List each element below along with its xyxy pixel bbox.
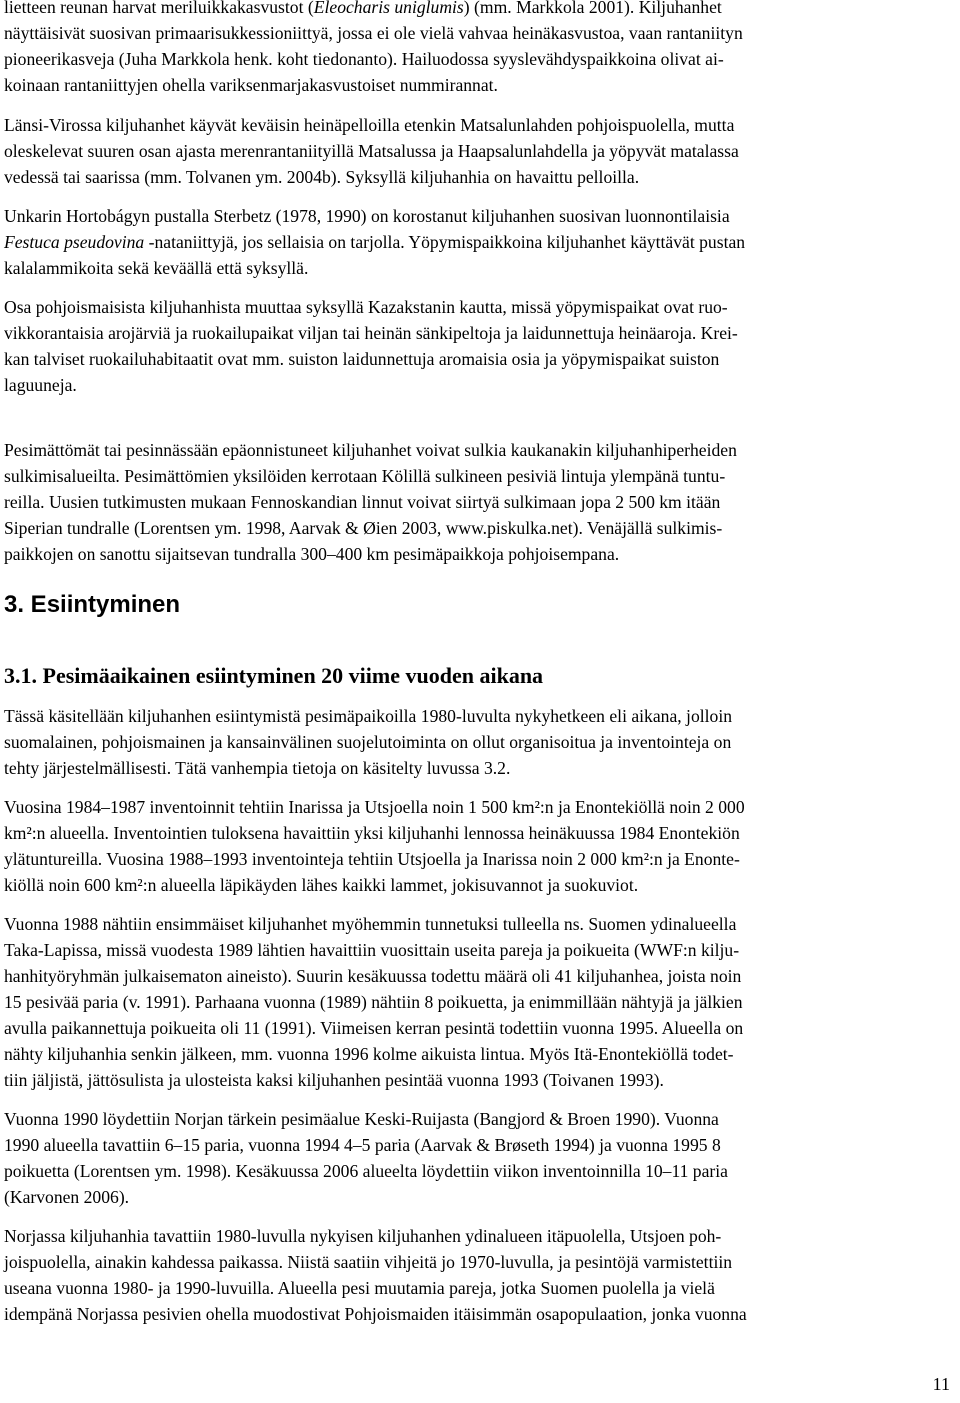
text-line: Tässä käsitellään kiljuhanhen esiintymistä pesimäpaikoilla 1980-luvulta nykyhetkeen eli aikana, jolloin [4, 706, 733, 726]
text-line: Vuosina 1984–1987 inventoinnit tehtiin Inarissa ja Utsjoella noin 1 500 km²:n ja Enontekiöllä noin 2 000 [4, 797, 745, 817]
text-line: sulkimisalueilta. Pesimättömien yksilöiden kerrotaan Kölillä sulkineen pesiviä lintuja ylempänä tuntu- [4, 466, 726, 486]
species-name: Festuca pseudovina [4, 232, 145, 252]
text-line: kan talviset ruokailuhabitaatit ovat mm. suiston laidunnettuja aromaisia osia ja yöpymispaikat suiston [4, 349, 720, 369]
paragraph-1988-sightings [4, 911, 743, 1093]
species-name: Eleocharis uniglumis [313, 0, 464, 17]
paragraph-habitat-intro [4, 0, 743, 98]
text-line: hanhityöryhmän julkaisematon aineisto). Suurin kesäkuussa todettu määrä oli 41 kiljuhanhea, joista noin [4, 966, 742, 986]
document-page [4, 0, 956, 1403]
text-line: pioneerikasveja (Juha Markkola henk. koht tiedonanto). Hailuodossa syyslevähdyspaikkoina olivat ai- [4, 49, 724, 69]
text-line [4, 0, 743, 20]
paragraph-norway-1990 [4, 1106, 728, 1210]
text-line: paikkojen on sanottu sijaitsevan tundralla 300–400 km pesimäpaikkoja pohjoisempana. [4, 544, 620, 564]
text-line: Siperian tundralle (Lorentsen ym. 1998, Aarvak & Øien 2003, www.piskulka.net). Venäjällä sulkimis- [4, 518, 723, 538]
text-line: 15 pesivää paria (v. 1991). Parhaana vuonna (1989) nähtiin 8 poikuetta, ja enimmillään nähtyjä ja jälkien [4, 992, 743, 1012]
text-line: 1990 alueella tavattiin 6–15 paria, vuonna 1994 4–5 paria (Aarvak & Brøseth 1994) ja vuonna 1995 8 [4, 1135, 721, 1155]
text-line: Länsi-Virossa kiljuhanhet käyvät keväisin heinäpelloilla etenkin Matsalunlahden pohjoispuolella, mutta [4, 115, 735, 135]
text-line: tiin jäljistä, jättösulista ja ulosteista kaksi kiljuhanhen pesintää vuonna 1993 (Toivanen 1993). [4, 1070, 664, 1090]
text-line: (Karvonen 2006). [4, 1187, 130, 1207]
paragraph-inventories [4, 794, 745, 898]
text-line: koinaan rantaniittyjen ohella variksenmarjakasvustoiset nummirannat. [4, 75, 498, 95]
text-line: näyttäisivät suosivan primaarisukkessioniittyä, jossa ei ole vielä vahvaa heinäkasvustoa, vaan rantaniityn [4, 23, 743, 43]
text-line: tehty järjestelmällisesti. Tätä vanhempia tietoja on käsitelty luvussa 3.2. [4, 758, 511, 778]
text-line: useana vuonna 1980- ja 1990-luvuilla. Alueella pesi muutamia pareja, jotka Suomen puolella ja vielä [4, 1278, 715, 1298]
text-span: -nataniittyjä, jos sellaisia on tarjolla. Yöpymispaikkoina kiljuhanhet käyttävät pustan [144, 232, 746, 252]
subsection-heading: 3.1. Pesimäaikainen esiintyminen 20 viime vuoden aikana [4, 663, 544, 688]
text-line: reilla. Uusien tutkimusten mukaan Fennoskandian linnut voivat siirtyä sulkimaan jopa 2 500 km itään [4, 492, 721, 512]
text-line: vikkorantaisia arojärviä ja ruokailupaikat viljan tai heinän sänkipeltoja ja laidunnettuja heinäaroja. Krei- [4, 323, 738, 343]
text-line: Unkarin Hortobágyn pustalla Sterbetz (1978, 1990) on korostanut kiljuhanhen suosivan luonnontilaisia [4, 206, 730, 226]
paragraph-hungary [4, 203, 745, 281]
text-line: Norjassa kiljuhanhia tavattiin 1980-luvulla nykyisen kiljuhanhen ydinalueen itäpuolella, Utsjoen poh- [4, 1226, 722, 1246]
paragraph-scope [4, 703, 732, 781]
text-line: Taka-Lapissa, missä vuodesta 1989 lähtien havaittiin vuosittain useita pareja ja poikueita (WWF:n kilju- [4, 940, 740, 960]
text-line: poikuetta (Lorentsen ym. 1998). Kesäkuussa 2006 alueelta löydettiin viikon inventoinnilla 10–11 paria [4, 1161, 728, 1181]
text-line: suomalainen, pohjoismainen ja kansainvälinen suojelutoiminta on ollut organisoitua ja inventointeja on [4, 732, 732, 752]
text-line: Vuonna 1990 löydettiin Norjan tärkein pesimäalue Keski-Ruijasta (Bangjord & Broen 1990). Vuonna [4, 1109, 719, 1129]
text-span: ) (mm. Markkola 2001). Kiljuhanhet [463, 0, 722, 17]
text-line: laguuneja. [4, 375, 77, 395]
paragraph-kazakhstan [4, 294, 738, 398]
paragraph-west-estonia [4, 112, 739, 190]
text-line: joispuolella, ainakin kahdessa paikassa. Niistä saatiin vihjeitä jo 1970-luvulla, ja pesintöjä varmistettiin [4, 1252, 733, 1272]
text-line: Osa pohjoismaisista kiljuhanhista muuttaa syksyllä Kazakstanin kautta, missä yöpymispaikat ovat ruo- [4, 297, 728, 317]
text-line: vedessä tai saarissa (mm. Tolvanen ym. 2004b). Syksyllä kiljuhanhia on havaittu pelloilla. [4, 167, 640, 187]
text-line: kalalammikoita sekä keväällä että syksyllä. [4, 258, 309, 278]
page-number: 11 [932, 1374, 950, 1394]
text-line: oleskelevat suuren osan ajasta merenrantaniityillä Matsalussa ja Haapsalunlahdella ja yöpyvät matalassa [4, 141, 739, 161]
paragraph-non-breeders [4, 437, 737, 567]
section-heading: 3. Esiintyminen [4, 591, 181, 618]
text-line: Vuonna 1988 nähtiin ensimmäiset kiljuhanhet myöhemmin tunnetuksi tulleella ns. Suomen ydinalueella [4, 914, 737, 934]
text-line: kiöllä noin 600 km²:n alueella läpikäyden lähes kaikki lammet, jokisuvannot ja suokuviot. [4, 875, 639, 895]
text-line: km²:n alueella. Inventointien tuloksena havaittiin yksi kiljuhanhi lennossa heinäkuussa 1984 Enontekiön [4, 823, 740, 843]
text-line: Pesimättömät tai pesinnässään epäonnistuneet kiljuhanhet voivat sulkia kaukanakin kiljuhanhiperheiden [4, 440, 737, 460]
text-line: nähty kiljuhanhia senkin jälkeen, mm. vuonna 1996 kolme aikuista lintua. Myös Itä-Enontekiöllä todet- [4, 1044, 734, 1064]
text-span: lietteen reunan harvat meriluikkakasvustot ( [4, 0, 314, 17]
text-line: avulla paikannettuja poikueita oli 11 (1991). Viimeisen kerran pesintä todettiin vuonna 1995. Alueella on [4, 1018, 744, 1038]
text-line: idempänä Norjassa pesivien ohella muodostivat Pohjoismaiden itäisimmän osapopulaation, jonka vuonna [4, 1304, 747, 1324]
text-line: ylätuntureilla. Vuosina 1988–1993 inventointeja tehtiin Utsjoella ja Inarissa noin 2 000 km²:n ja Enonte- [4, 849, 740, 869]
text-line [4, 229, 745, 255]
paragraph-norway-1980s [4, 1223, 747, 1327]
